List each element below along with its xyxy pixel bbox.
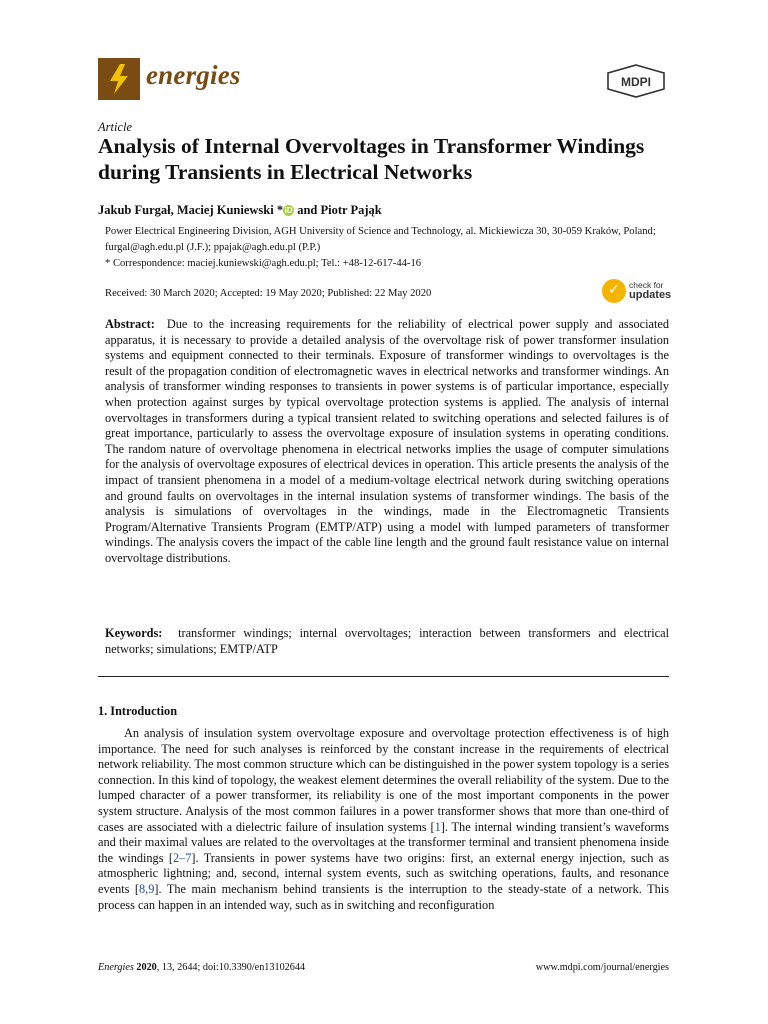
footer-citation-rest: , 13, 2644; doi:10.3390/en13102644 xyxy=(156,962,306,973)
intro-text-4: ]. The main mechanism behind transients is the interruption to the steady-state of a network. This process can happen in an intended way, such as in switching and reconfiguration xyxy=(98,881,669,912)
abstract-text: Due to the increasing requirements for the reliability of electrical power supply and associated apparatus, it is necessary to provide a detailed analysis of the overvoltage risk of power transformer insulation systems and equipment connected to their terminals. Exposure of transformer windings to overvoltages is the result of the propagation condition of electromagnetic waves in electrical networks and transformer windings. An analysis of transformer winding responses to transients in power systems is of particular importance, especially when protection against surges by typical overvoltage protection systems is applied. The analysis of internal overvoltages in transformers during a typical transient related to switching operations and selected failures is of great importance, particularly to assess the overvoltage exposure of insulation systems in operating conditions. The random nature of overvoltage phenomena in electrical networks implies the usage of computer simulations for the analysis of overvoltage exposures of electrical devices in operation. This article presents the analysis of the impact of transient phenomena in a model of a medium-voltage electrical network during switching operations and ground faults on overvoltages in the internal insulation systems of transformer windings. The basis of the analysis is simulations of overvoltages in the windings, made in the Electromagnetic Transients Program/Alternative Transients Program (EMTP/ATP) using a model with lumped parameters of transformer windings. The analysis covers the impact of the cable line length and the ground fault resistance value on internal overvoltage distributions. xyxy=(105,317,669,565)
section-heading-introduction: 1. Introduction xyxy=(98,704,178,718)
footer-citation xyxy=(98,962,305,973)
citation-link[interactable]: 8,9 xyxy=(139,881,155,896)
checkmark-icon: ✓ xyxy=(608,282,620,298)
author-list xyxy=(98,203,382,218)
keywords-label: Keywords: xyxy=(105,626,163,640)
introduction-paragraph xyxy=(98,726,669,913)
footer-journal: Energies xyxy=(98,962,134,973)
check-updates-line2: updates xyxy=(629,289,672,301)
journal-logo-icon xyxy=(98,58,140,100)
abstract-label: Abstract: xyxy=(105,317,155,331)
citation-link[interactable]: 1 xyxy=(434,819,441,834)
abstract xyxy=(105,317,669,567)
authors-part1[interactable]: Jakub Furgał, Maciej Kuniewski * xyxy=(98,203,284,217)
mdpi-logo-text: MDPI xyxy=(621,75,651,89)
intro-text-3: ]. Transients in power systems have two origins: first, an external energy injection, such as atmospheric lightning; and, second, internal system events, such as switching operations, faults, and resonance events [ xyxy=(98,850,669,896)
footer-url[interactable]: www.mdpi.com/journal/energies xyxy=(535,962,669,973)
intro-text-1: An analysis of insulation system overvoltage exposure and overvoltage protection effectiveness is of high importance. The need for such analyses is reinforced by the constant increase in the requirements of electrical network reliability. The most common structure which can be distinguished in the power system topology is a series connection. In this kind of topology, the weakest element determines the overall reliability of the system. Due to the lumped character of a power transformer, its reliability is one of the most important components in the power system structure. Analysis of the most common failures in a power transformer shows that more than one-third of cases are associated with a dielectric failure of insulation systems [ xyxy=(98,726,669,834)
correspondence: * Correspondence: maciej.kuniewski@agh.edu.pl; Tel.: +48-12-617-44-16 xyxy=(105,258,422,269)
article-type: Article xyxy=(98,120,133,134)
keywords-text: transformer windings; internal overvoltages; interaction between transformers and electrical networks; simulations; EMTP/ATP xyxy=(105,626,669,656)
footer-year: 2020 xyxy=(136,962,157,973)
authors-part2[interactable]: and Piotr Pająk xyxy=(294,203,382,217)
affiliation: Power Electrical Engineering Division, AGH University of Science and Technology, al. Mickiewicza 30, 30-059 Kraków, Poland; furgal@agh.edu.pl (J.F.); ppajak@agh.edu.pl (P.P.) xyxy=(105,226,656,253)
publication-dates: Received: 30 March 2020; Accepted: 19 May 2020; Published: 22 May 2020 xyxy=(105,288,432,299)
article-title: Analysis of Internal Overvoltages in Transformer Windings during Transients in Electrical Networks xyxy=(98,134,645,184)
citation-link[interactable]: 2–7 xyxy=(172,850,192,865)
journal-name[interactable]: energies xyxy=(146,60,241,90)
check-updates-line1: check for xyxy=(629,280,664,290)
section-divider xyxy=(98,676,669,677)
keywords xyxy=(105,626,669,657)
mdpi-logo-icon[interactable] xyxy=(604,64,668,98)
orcid-icon[interactable]: iD xyxy=(284,206,293,215)
check-for-updates-badge[interactable] xyxy=(602,278,672,306)
intro-text-2: ]. The internal winding transient’s waveforms and their maximal values are related to the overvoltages at the transformer terminal and transient phenomena inside the windings [ xyxy=(98,819,669,865)
